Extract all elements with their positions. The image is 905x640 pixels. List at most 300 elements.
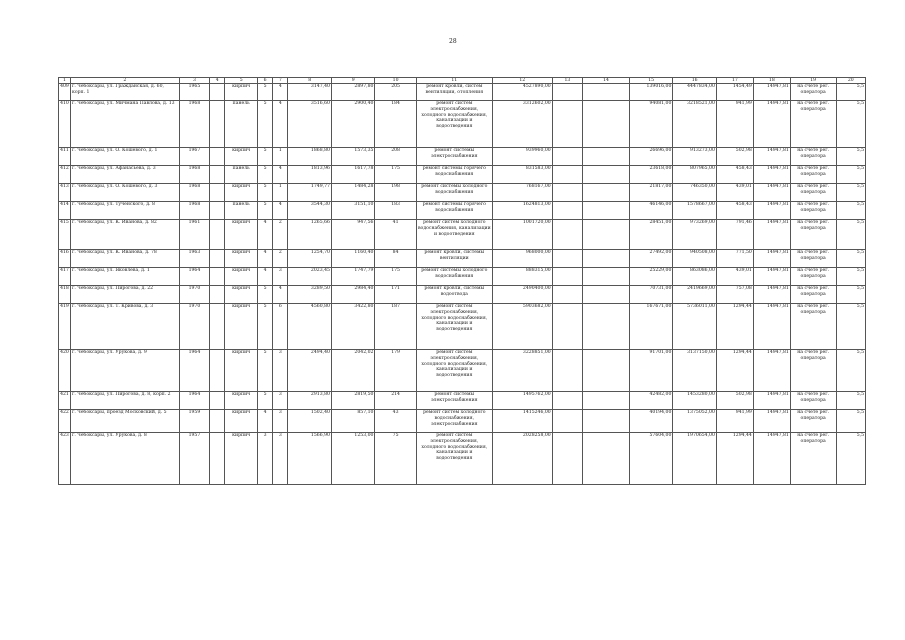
percent-cell: 5,5: [836, 84, 866, 101]
row-number: 412: [59, 166, 71, 184]
column-number: 19: [790, 78, 836, 84]
blank-cell: [583, 250, 630, 268]
living-area-cell: 2984,40: [331, 286, 375, 304]
percent-cell: 5,5: [836, 220, 866, 250]
limit-cell: 14947,81: [753, 84, 790, 101]
living-area-cell: 1573,35: [331, 148, 375, 166]
total-area-cell: 1265,66: [288, 220, 332, 250]
limit-cell: 14947,81: [753, 410, 790, 433]
owners-funds-cell: 1578667,00: [673, 202, 717, 220]
per-m2-cell: 502,98: [716, 148, 753, 166]
address-cell: г. Чебоксары, проезд Московский, д. 5: [70, 410, 179, 433]
blank-cell: [210, 350, 225, 392]
living-area-cell: 857,10: [331, 410, 375, 433]
table-row: [59, 286, 866, 304]
percent-cell: 5,5: [836, 350, 866, 392]
blank-cell: [552, 101, 582, 148]
account-cell: на счете рег. оператора: [790, 84, 836, 101]
entrances-cell: 1: [273, 148, 288, 166]
limit-cell: 14947,81: [753, 350, 790, 392]
account-cell: на счете рег. оператора: [790, 286, 836, 304]
cost-cell: 2490400,00: [492, 286, 552, 304]
column-number: 17: [716, 78, 753, 84]
cost-cell: 968000,00: [492, 250, 552, 268]
entrances-cell: 4: [273, 286, 288, 304]
owners-funds-cell: 746350,00: [673, 184, 717, 202]
row-number: 410: [59, 101, 71, 148]
limit-cell: 14947,81: [753, 202, 790, 220]
fund-cell: 26696,00: [629, 148, 673, 166]
total-area-cell: 1868,80: [288, 148, 332, 166]
total-area-cell: 3289,50: [288, 286, 332, 304]
limit-cell: 14947,81: [753, 220, 790, 250]
living-area-cell: 1747,79: [331, 268, 375, 286]
address-cell: г. Чебоксары, ул. Гражданская, д. 60, корп. 1: [70, 84, 179, 101]
fund-cell: 91701,00: [629, 350, 673, 392]
total-area-cell: 2023,45: [288, 268, 332, 286]
owners-funds-cell: 973269,00: [673, 220, 717, 250]
work-types-cell: ремонт системы горячего водоснабжения: [416, 202, 492, 220]
address-cell: г. Чебоксары, ул. Пирогова, д. 22: [70, 286, 179, 304]
entrances-cell: 3: [273, 392, 288, 410]
blank-cell: [552, 202, 582, 220]
fund-cell: 23618,00: [629, 166, 673, 184]
blank-cell: [552, 304, 582, 350]
residents-cell: 205: [375, 84, 416, 101]
percent-cell: 5,5: [836, 433, 866, 485]
row-number: 423: [59, 433, 71, 485]
blank-cell: [583, 101, 630, 148]
column-number: 15: [629, 78, 673, 84]
material-cell: панель: [225, 101, 258, 148]
living-area-cell: 3151,10: [331, 202, 375, 220]
residents-cell: 184: [375, 101, 416, 148]
living-area-cell: 2897,80: [331, 84, 375, 101]
cost-cell: 3228851,00: [492, 350, 552, 392]
residents-cell: 75: [375, 433, 416, 485]
entrances-cell: 3: [273, 433, 288, 485]
floors-cell: 5: [257, 286, 272, 304]
blank-cell: [552, 84, 582, 101]
table-row: [59, 148, 866, 166]
total-area-cell: 1749,77: [288, 184, 332, 202]
blank-cell: [552, 286, 582, 304]
blank-cell: [210, 250, 225, 268]
limit-cell: 14947,81: [753, 268, 790, 286]
percent-cell: 5,5: [836, 286, 866, 304]
owners-funds-cell: 940508,00: [673, 250, 717, 268]
percent-cell: 5,5: [836, 184, 866, 202]
fund-cell: 94081,00: [629, 101, 673, 148]
per-m2-cell: 439,01: [716, 268, 753, 286]
account-cell: на счете рег. оператора: [790, 148, 836, 166]
entrances-cell: 6: [273, 304, 288, 350]
entrances-cell: 2: [273, 250, 288, 268]
living-area-cell: 1253,00: [331, 433, 375, 485]
residents-cell: 208: [375, 148, 416, 166]
column-number: 13: [552, 78, 582, 84]
per-m2-cell: 941,99: [716, 410, 753, 433]
table-row: [59, 84, 866, 101]
blank-cell: [210, 84, 225, 101]
year-cell: 1964: [179, 268, 209, 286]
floors-cell: 3: [257, 433, 272, 485]
living-area-cell: 2900,40: [331, 101, 375, 148]
repair-register-table: [58, 77, 866, 485]
living-area-cell: 2819,50: [331, 392, 375, 410]
owners-funds-cell: 1453280,00: [673, 392, 717, 410]
table-row: [59, 392, 866, 410]
owners-funds-cell: 1970654,00: [673, 433, 717, 485]
material-cell: кирпич: [225, 304, 258, 350]
living-area-cell: 1160,40: [331, 250, 375, 268]
address-cell: г. Чебоксары, ул. Яковлева, д. 1: [70, 268, 179, 286]
fund-cell: 27492,00: [629, 250, 673, 268]
owners-funds-cell: 3218521,00: [673, 101, 717, 148]
total-area-cell: 1566,90: [288, 433, 332, 485]
account-cell: на счете рег. оператора: [790, 433, 836, 485]
cost-cell: 1624813,00: [492, 202, 552, 220]
blank-cell: [552, 148, 582, 166]
blank-cell: [583, 392, 630, 410]
material-cell: кирпич: [225, 350, 258, 392]
blank-cell: [210, 101, 225, 148]
living-area-cell: 1617,78: [331, 166, 375, 184]
per-m2-cell: 1294,44: [716, 304, 753, 350]
per-m2-cell: 1294,44: [716, 350, 753, 392]
row-number: 414: [59, 202, 71, 220]
fund-cell: 57604,00: [629, 433, 673, 485]
blank-cell: [552, 350, 582, 392]
account-cell: на счете рег. оператора: [790, 268, 836, 286]
work-types-cell: ремонт систем электроснабжения, холодного водоснабжения, канализации и водоотведения: [416, 433, 492, 485]
column-number: 4: [210, 78, 225, 84]
work-types-cell: ремонт систем электроснабжения, холодного водоснабжения, канализации и водоотведения: [416, 304, 492, 350]
blank-cell: [583, 84, 630, 101]
total-area-cell: 1254,70: [288, 250, 332, 268]
floors-cell: 5: [257, 392, 272, 410]
year-cell: 1964: [179, 392, 209, 410]
owners-funds-cell: 5736011,00: [673, 304, 717, 350]
percent-cell: 5,5: [836, 304, 866, 350]
work-types-cell: ремонт системы холодного водоснабжения: [416, 184, 492, 202]
year-cell: 1968: [179, 101, 209, 148]
column-number: 14: [583, 78, 630, 84]
address-cell: г. Чебоксары, ул. Урукова, д. 8: [70, 433, 179, 485]
owners-funds-cell: 913273,00: [673, 148, 717, 166]
residents-cell: 214: [375, 392, 416, 410]
column-number: 16: [673, 78, 717, 84]
blank-cell: [552, 184, 582, 202]
work-types-cell: ремонт системы электроснабжения: [416, 148, 492, 166]
living-area-cell: 1484,28: [331, 184, 375, 202]
year-cell: 1965: [179, 84, 209, 101]
limit-cell: 14947,81: [753, 166, 790, 184]
table-row: [59, 350, 866, 392]
column-number: 2: [70, 78, 179, 84]
address-cell: г. Чебоксары, ул. К. Иванова, д. 78: [70, 250, 179, 268]
account-cell: на счете рег. оператора: [790, 250, 836, 268]
cost-cell: 939960,00: [492, 148, 552, 166]
cost-cell: 1415246,00: [492, 410, 552, 433]
per-m2-cell: 771,50: [716, 250, 753, 268]
fund-cell: 46146,00: [629, 202, 673, 220]
account-cell: на счете рег. оператора: [790, 184, 836, 202]
living-area-cell: 2042,02: [331, 350, 375, 392]
limit-cell: 14947,81: [753, 392, 790, 410]
year-cell: 1968: [179, 202, 209, 220]
row-number: 421: [59, 392, 71, 410]
blank-cell: [552, 166, 582, 184]
blank-cell: [210, 286, 225, 304]
total-area-cell: 3544,30: [288, 202, 332, 220]
entrances-cell: 4: [273, 202, 288, 220]
limit-cell: 14947,81: [753, 148, 790, 166]
owners-funds-cell: 863086,00: [673, 268, 717, 286]
year-cell: 1964: [179, 350, 209, 392]
material-cell: панель: [225, 166, 258, 184]
residents-cell: 187: [375, 304, 416, 350]
cost-cell: 5903682,00: [492, 304, 552, 350]
row-number: 420: [59, 350, 71, 392]
work-types-cell: ремонт кровли, системы вентиляции: [416, 250, 492, 268]
fund-cell: 25229,00: [629, 268, 673, 286]
fund-cell: 167671,00: [629, 304, 673, 350]
table-row: [59, 250, 866, 268]
floors-cell: 4: [257, 250, 272, 268]
blank-cell: [210, 410, 225, 433]
account-cell: на счете рег. оператора: [790, 166, 836, 184]
blank-cell: [583, 166, 630, 184]
blank-cell: [552, 220, 582, 250]
per-m2-cell: 941,99: [716, 101, 753, 148]
column-number: 8: [288, 78, 332, 84]
row-number: 422: [59, 410, 71, 433]
per-m2-cell: 757,08: [716, 286, 753, 304]
year-cell: 1963: [179, 250, 209, 268]
table-row: [59, 166, 866, 184]
fund-cell: 139016,00: [629, 84, 673, 101]
account-cell: на счете рег. оператора: [790, 410, 836, 433]
percent-cell: 5,5: [836, 148, 866, 166]
address-cell: г. Чебоксары, ул. О. Кошевого, д. 1: [70, 148, 179, 166]
blank-cell: [210, 166, 225, 184]
account-cell: на счете рег. оператора: [790, 350, 836, 392]
year-cell: 1959: [179, 410, 209, 433]
row-number: 418: [59, 286, 71, 304]
living-area-cell: 947,56: [331, 220, 375, 250]
column-number: 5: [225, 78, 258, 84]
blank-cell: [210, 433, 225, 485]
residents-cell: 183: [375, 202, 416, 220]
blank-cell: [210, 304, 225, 350]
blank-cell: [210, 268, 225, 286]
percent-cell: 5,5: [836, 250, 866, 268]
work-types-cell: ремонт систем холодного водоснабжения, электроснабжения: [416, 410, 492, 433]
residents-cell: 84: [375, 250, 416, 268]
blank-cell: [583, 202, 630, 220]
percent-cell: 5,5: [836, 101, 866, 148]
owners-funds-cell: 1375052,00: [673, 410, 717, 433]
cost-cell: 888315,00: [492, 268, 552, 286]
column-number: 10: [375, 78, 416, 84]
address-cell: г. Чебоксары, ул. Т. Кривова, д. 3: [70, 304, 179, 350]
work-types-cell: ремонт кровли, систем вентиляции, отопления: [416, 84, 492, 101]
entrances-cell: 1: [273, 184, 288, 202]
year-cell: 1970: [179, 286, 209, 304]
cost-cell: 4527890,00: [492, 84, 552, 101]
limit-cell: 14947,81: [753, 433, 790, 485]
floors-cell: 5: [257, 184, 272, 202]
year-cell: 1957: [179, 433, 209, 485]
floors-cell: 5: [257, 202, 272, 220]
owners-funds-cell: 807965,00: [673, 166, 717, 184]
cost-cell: 3312602,00: [492, 101, 552, 148]
residents-cell: 175: [375, 268, 416, 286]
address-cell: г. Чебоксары, ул. Афанасьева, д. 3: [70, 166, 179, 184]
entrances-cell: 4: [273, 101, 288, 148]
blank-cell: [210, 184, 225, 202]
year-cell: 1970: [179, 304, 209, 350]
year-cell: 1968: [179, 184, 209, 202]
entrances-cell: 3: [273, 410, 288, 433]
limit-cell: 14947,81: [753, 304, 790, 350]
material-cell: кирпич: [225, 410, 258, 433]
floors-cell: 5: [257, 148, 272, 166]
per-m2-cell: 439,01: [716, 184, 753, 202]
blank-cell: [552, 268, 582, 286]
column-number: 3: [179, 78, 209, 84]
blank-cell: [583, 220, 630, 250]
table-row: [59, 220, 866, 250]
address-cell: г. Чебоксары, ул. К. Иванова, д. 82: [70, 220, 179, 250]
row-number: 419: [59, 304, 71, 350]
work-types-cell: ремонт системы электроснабжения: [416, 392, 492, 410]
row-number: 411: [59, 148, 71, 166]
fund-cell: 21817,00: [629, 184, 673, 202]
per-m2-cell: 791,46: [716, 220, 753, 250]
living-area-cell: 3422,80: [331, 304, 375, 350]
material-cell: кирпич: [225, 286, 258, 304]
total-area-cell: 2494,40: [288, 350, 332, 392]
work-types-cell: ремонт системы холодного водоснабжения: [416, 268, 492, 286]
table-row: [59, 101, 866, 148]
blank-cell: [583, 268, 630, 286]
material-cell: кирпич: [225, 184, 258, 202]
floors-cell: 4: [257, 268, 272, 286]
cost-cell: 2028258,00: [492, 433, 552, 485]
floors-cell: 4: [257, 220, 272, 250]
blank-cell: [552, 392, 582, 410]
blank-cell: [583, 184, 630, 202]
limit-cell: 14947,81: [753, 101, 790, 148]
table-row: [59, 268, 866, 286]
total-area-cell: 1502,40: [288, 410, 332, 433]
work-types-cell: ремонт систем холодного водоснабжения, канализации и водоотведения: [416, 220, 492, 250]
blank-cell: [552, 410, 582, 433]
per-m2-cell: 458,43: [716, 202, 753, 220]
address-cell: г. Чебоксары, ул. Урукова, д. 9: [70, 350, 179, 392]
percent-cell: 5,5: [836, 392, 866, 410]
material-cell: кирпич: [225, 84, 258, 101]
residents-cell: 171: [375, 286, 416, 304]
fund-cell: 70731,00: [629, 286, 673, 304]
account-cell: на счете рег. оператора: [790, 392, 836, 410]
material-cell: кирпич: [225, 433, 258, 485]
limit-cell: 14947,81: [753, 286, 790, 304]
floors-cell: 5: [257, 350, 272, 392]
residents-cell: 198: [375, 184, 416, 202]
residents-cell: 43: [375, 410, 416, 433]
fund-cell: 28451,00: [629, 220, 673, 250]
per-m2-cell: 1294,44: [716, 433, 753, 485]
fund-cell: 42482,00: [629, 392, 673, 410]
column-number: 18: [753, 78, 790, 84]
table-row: [59, 304, 866, 350]
blank-cell: [583, 350, 630, 392]
column-number: 1: [59, 78, 71, 84]
row-number: 409: [59, 84, 71, 101]
account-cell: на счете рег. оператора: [790, 304, 836, 350]
total-area-cell: 2913,80: [288, 392, 332, 410]
limit-cell: 14947,81: [753, 250, 790, 268]
material-cell: кирпич: [225, 220, 258, 250]
total-area-cell: 3516,60: [288, 101, 332, 148]
owners-funds-cell: 2419669,00: [673, 286, 717, 304]
cost-cell: 1001720,00: [492, 220, 552, 250]
account-cell: на счете рег. оператора: [790, 202, 836, 220]
per-m2-cell: 458,43: [716, 166, 753, 184]
entrances-cell: 4: [273, 166, 288, 184]
blank-cell: [583, 433, 630, 485]
address-cell: г. Чебоксары, ул. О. Кошевого, д. 3: [70, 184, 179, 202]
row-number: 417: [59, 268, 71, 286]
work-types-cell: ремонт системы горячего водоснабжения: [416, 166, 492, 184]
address-cell: г. Чебоксары, ул. Тученского, д. 8: [70, 202, 179, 220]
column-number: 9: [331, 78, 375, 84]
year-cell: 1961: [179, 220, 209, 250]
row-number: 415: [59, 220, 71, 250]
table-row: [59, 410, 866, 433]
account-cell: на счете рег. оператора: [790, 220, 836, 250]
residents-cell: 175: [375, 166, 416, 184]
blank-cell: [552, 250, 582, 268]
owners-funds-cell: 3137150,00: [673, 350, 717, 392]
material-cell: кирпич: [225, 268, 258, 286]
entrances-cell: 2: [273, 220, 288, 250]
account-cell: на счете рег. оператора: [790, 101, 836, 148]
work-types-cell: ремонт кровли, системы водоотвода: [416, 286, 492, 304]
column-number: 7: [273, 78, 288, 84]
blank-cell: [210, 220, 225, 250]
cost-cell: 1495762,00: [492, 392, 552, 410]
cost-cell: 768167,00: [492, 184, 552, 202]
residents-cell: 179: [375, 350, 416, 392]
floors-cell: 5: [257, 84, 272, 101]
year-cell: 1968: [179, 166, 209, 184]
entrances-cell: 3: [273, 268, 288, 286]
row-number: 416: [59, 250, 71, 268]
residents-cell: 41: [375, 220, 416, 250]
work-types-cell: ремонт систем электроснабжения, холодного водоснабжения, канализации и водоотведения: [416, 101, 492, 148]
floors-cell: 5: [257, 304, 272, 350]
floors-cell: 5: [257, 166, 272, 184]
column-number: 6: [257, 78, 272, 84]
column-number: 12: [492, 78, 552, 84]
entrances-cell: 4: [273, 84, 288, 101]
floors-cell: 4: [257, 410, 272, 433]
blank-cell: [583, 304, 630, 350]
